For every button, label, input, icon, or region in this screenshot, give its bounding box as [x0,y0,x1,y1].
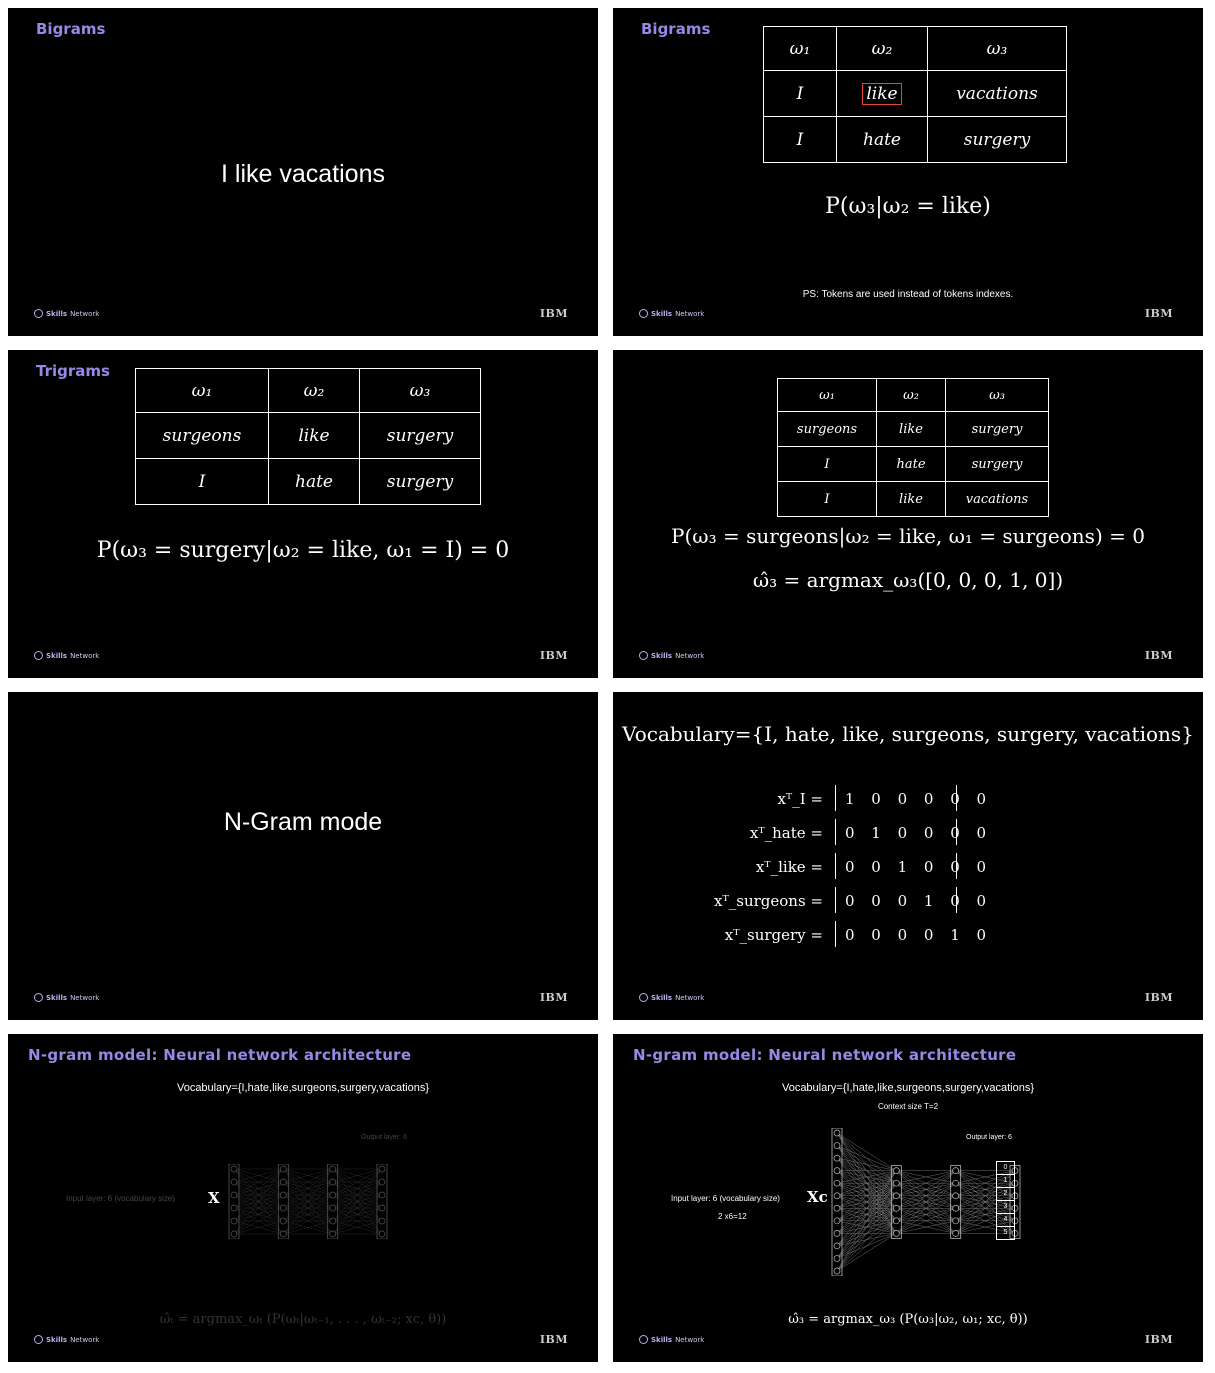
connection-line [837,1221,896,1271]
connection-line [837,1133,896,1171]
neuron-node [834,1130,840,1136]
connection-line [837,1208,896,1271]
neuron-node [834,1268,840,1274]
argmax-formula: ω̂₃ = argmax_ω₃ (P(ω₃|ω₂, ω₁; xc, θ)) [788,1312,1028,1327]
neuron-node [280,1179,286,1185]
table-cell: like [877,482,946,517]
ibm-logo: IBM [539,649,568,662]
slide-title: Bigrams [36,20,106,38]
neuron-node [330,1192,336,1198]
circle-icon [34,309,43,318]
neuron-node [953,1218,959,1224]
trigram-table [135,368,481,505]
neuron-node [953,1230,959,1236]
slide-ngram-model[interactable] [6,690,600,1022]
header-cell: ω₂ [877,379,946,412]
neuron-node [330,1231,336,1237]
layer-box [951,1166,961,1239]
neuron-node [953,1180,959,1186]
table-cell: surgeons [778,412,877,447]
table-cell: surgery [946,447,1049,482]
neuron-node [834,1230,840,1236]
neuron-node [280,1166,286,1172]
connection-line [837,1171,896,1259]
input-symbol: Xc [807,1188,828,1206]
table-cell: surgeons [136,413,269,459]
neuron-node [893,1168,899,1174]
neuron-node [280,1192,286,1198]
neuron-node [834,1193,840,1199]
argmax-formula: ω̂₃ = argmax_ω₃([0, 0, 0, 1, 0]) [752,568,1064,592]
skills-network-logo: Skills Network [639,1335,704,1344]
table-cell: vacations [928,71,1067,117]
input-layer-label: Input layer: 6 (vocabulary size) [671,1194,780,1203]
vector-values: 0 0 1 0 0 0 [845,858,993,876]
output-index-cell: 4 [997,1214,1014,1227]
ibm-logo: IBM [1144,649,1173,662]
ibm-logo: IBM [539,1333,568,1346]
bigram-table [763,26,1067,163]
output-index-cell: 3 [997,1201,1014,1214]
slide-bigrams-intro[interactable] [6,6,600,338]
neuron-node [379,1166,385,1172]
header-cell: ω₁ [136,369,269,413]
neuron-node [893,1193,899,1199]
neuron-node [231,1166,237,1172]
neuron-node [379,1179,385,1185]
skills-network-logo: Skills Network [639,993,704,1002]
neuron-node [280,1205,286,1211]
ibm-logo: IBM [539,991,568,1004]
ibm-logo: IBM [539,307,568,320]
circle-icon [639,309,648,318]
table-cell: like [269,413,360,459]
vocabulary-set: Vocabulary={I,hate,like,surgeons,surgery,vacations} [781,1082,1035,1094]
layer-box [377,1164,387,1239]
header-cell: ω₃ [360,369,481,413]
neuron-node [379,1218,385,1224]
output-index-cell: 0 [997,1162,1014,1175]
table-cell: hate [877,447,946,482]
output-index-cell: 2 [997,1188,1014,1201]
header-cell: ω₁ [764,27,837,71]
layer-box [278,1164,288,1239]
connection-line [837,1146,896,1171]
table-cell: I [778,447,877,482]
probability-formula: P(ω₃|ω₂ = like) [825,194,991,219]
neuron-node [953,1193,959,1199]
neuron-node [330,1218,336,1224]
table-cell: like [877,412,946,447]
output-index-column [996,1161,1015,1240]
header-cell: ω₃ [928,27,1067,71]
circle-icon [639,1335,648,1344]
neuron-node [330,1205,336,1211]
vocabulary-set: Vocabulary={I,hate,like,surgeons,surgery,vacations} [176,1082,430,1094]
output-layer-label: Output layer: 6 [361,1134,407,1141]
connection-line [837,1233,896,1271]
neural-network-diagram [831,1128,1021,1276]
header-cell: ω₃ [946,379,1049,412]
neuron-node [379,1192,385,1198]
neuron-node [893,1218,899,1224]
neuron-node [953,1205,959,1211]
neuron-node [834,1168,840,1174]
vector-values: 0 0 0 1 0 0 [845,892,993,910]
slide-trigrams[interactable] [6,348,600,680]
vector-label: xᵀ_surgeons = [714,892,823,910]
vector-label: xᵀ_surgery = [724,926,823,944]
neuron-node [834,1155,840,1161]
neuron-node [893,1205,899,1211]
table-cell: hate [837,117,928,163]
vocabulary-set: Vocabulary={I, hate, like, surgeons, surgery, vacations} [622,722,1194,746]
table-cell: I [778,482,877,517]
slide-title: Trigrams [36,362,110,380]
vector-values: 0 0 0 0 1 0 [845,926,993,944]
skills-network-logo: Skills Network [639,651,704,660]
input-layer-label: Input layer: 6 (vocabulary size) [66,1194,175,1203]
neuron-node [231,1192,237,1198]
table-cell-highlighted [837,71,928,117]
output-index-cell: 5 [1003,1229,1008,1236]
neuron-node [953,1168,959,1174]
layer-box [328,1164,338,1239]
slide-nn-architecture-faded[interactable] [6,1032,600,1364]
neuron-node [834,1243,840,1249]
table-cell: surgery [928,117,1067,163]
connection-line [837,1183,896,1271]
neuron-node [834,1255,840,1261]
skills-network-logo: Skills Network [34,309,99,318]
slide-title: N-gram model: Neural network architecture [633,1046,1017,1064]
circle-icon [639,651,648,660]
neuron-node [834,1143,840,1149]
table-cell: surgery [360,413,481,459]
slide-heading: N-Gram mode [223,808,383,836]
neuron-node [893,1230,899,1236]
example-sentence: I like vacations [221,160,385,188]
header-cell: ω₁ [778,379,877,412]
neuron-node [834,1205,840,1211]
skills-network-logo: Skills Network [34,993,99,1002]
neuron-node [330,1179,336,1185]
output-layer-label: Output layer: 6 [966,1134,1012,1141]
vector-label: xᵀ_like = [755,858,823,876]
table-cell: I [136,459,269,505]
slide-nn-architecture[interactable] [611,1032,1205,1364]
vector-values: 1 0 0 0 0 0 [845,790,993,808]
table-cell: vacations [946,482,1049,517]
neuron-node [231,1179,237,1185]
table-cell: hate [269,459,360,505]
slide-bigrams-table[interactable] [611,6,1205,338]
neuron-node [280,1218,286,1224]
circle-icon [34,651,43,660]
neuron-node [231,1205,237,1211]
neuron-node [280,1231,286,1237]
neuron-node [834,1218,840,1224]
neuron-node [231,1231,237,1237]
neuron-node [834,1180,840,1186]
table-cell: I [764,117,837,163]
table-cell: surgery [360,459,481,505]
circle-icon [639,993,648,1002]
layer-box [229,1164,239,1239]
slide-one-hot-vectors[interactable] [611,690,1205,1022]
footnote: PS: Tokens are used instead of tokens indexes. [802,289,1014,300]
input-size-note: 2 x6=12 [718,1212,747,1221]
neuron-node [379,1205,385,1211]
ibm-logo: IBM [1144,1333,1173,1346]
header-cell: ω₂ [269,369,360,413]
probability-formula: P(ω₃ = surgery|ω₂ = like, ω₁ = I) = 0 [96,538,510,563]
argmax-formula: ω̂ₜ = argmax_ωₜ (P(ωₜ|ωₜ₋₁, . . . , ωₜ₋₂; xc, θ)) [159,1312,447,1327]
neuron-node [379,1231,385,1237]
connection-line [837,1158,896,1171]
circle-icon [34,1335,43,1344]
slide-trigram-argmax[interactable] [611,348,1205,680]
vector-label: xᵀ_I = [777,790,823,808]
output-index-cell: 1 [997,1175,1014,1188]
ibm-logo: IBM [1144,991,1173,1004]
neural-network-diagram [228,1164,388,1239]
slide-title: Bigrams [641,20,711,38]
table-cell: surgery [946,412,1049,447]
ibm-logo: IBM [1144,307,1173,320]
input-symbol: X [208,1189,220,1207]
table-cell: I [764,71,837,117]
skills-network-logo: Skills Network [34,651,99,660]
neuron-node [231,1218,237,1224]
slide-title: N-gram model: Neural network architecture [28,1046,412,1064]
neuron-node [893,1180,899,1186]
circle-icon [34,993,43,1002]
skills-network-logo: Skills Network [34,1335,99,1344]
neuron-node [330,1166,336,1172]
skills-network-logo: Skills Network [639,309,704,318]
vector-label: xᵀ_hate = [749,824,823,842]
vector-values: 0 1 0 0 0 0 [845,824,993,842]
header-cell: ω₂ [837,27,928,71]
highlight-box: like [862,83,901,105]
probability-formula: P(ω₃ = surgeons|ω₂ = like, ω₁ = surgeons) = 0 [671,524,1145,548]
trigram-table [777,378,1049,517]
context-size: Context size T=2 [877,1102,939,1111]
